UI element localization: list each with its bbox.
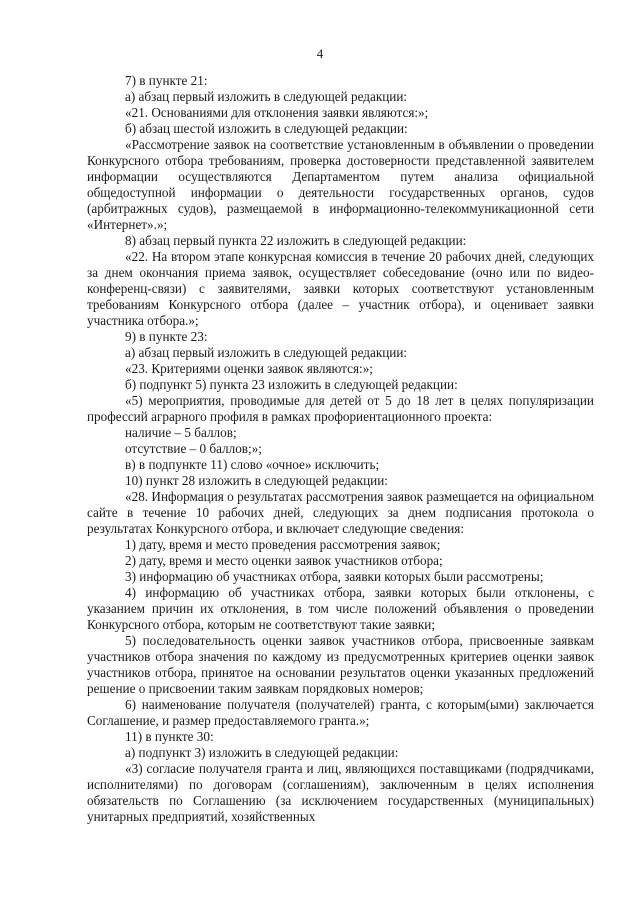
paragraph-7a: а) абзац первый изложить в следующей редакции: [125,89,408,104]
paragraph-23-text: «23. Критериями оценки заявок являются:»; [125,361,373,376]
paragraph-absence: отсутствие – 0 баллов;»; [125,441,262,456]
list-item-6: 6) наименование получателя (получателей) гранта, с которым(ыми) заключается Соглашение, и размер предоставляемого гранта.»; [87,697,594,728]
paragraph-8: 8) абзац первый пункта 22 изложить в следующей редакции: [125,233,467,248]
paragraph-5-events: «5) мероприятия, проводимые для детей от 5 до 18 лет в целях популяризации профессий аграрного профиля в рамках профориентационного проекта: [87,393,594,424]
list-item-3: 3) информацию об участниках отбора, заявки которых были рассмотрены; [125,569,544,584]
paragraph-11a: а) подпункт 3) изложить в следующей редакции: [125,745,399,760]
list-item-4: 4) информацию об участниках отбора, заявки которых были отклонены, с указанием причин их отклонения, в том числе положений объявления о проведении Конкурсного отбора, которым не соответствуют такие заявки; [87,585,594,632]
document-body [87,73,594,825]
paragraph-9: 9) в пункте 23: [125,329,208,344]
paragraph-7: 7) в пункте 21: [125,73,208,88]
paragraph-7b: б) абзац шестой изложить в следующей редакции: [125,121,408,136]
paragraph-28-text: «28. Информация о результатах рассмотрения заявок размещается на официальном сайте в течение 10 рабочих дней, следующих за днем подписания протокола о результатах Конкурсного отбора, и включает следующие сведения: [87,489,594,536]
list-item-1: 1) дату, время и место проведения рассмотрения заявок; [125,537,441,552]
paragraph-9v: в) в подпункте 11) слово «очное» исключить; [125,457,380,472]
paragraph-9b: б) подпункт 5) пункта 23 изложить в следующей редакции: [125,377,458,392]
paragraph-3-consent: «3) согласие получателя гранта и лиц, являющихся поставщиками (подрядчиками, исполнителями) по договорам (соглашениям), заключенным в целях исполнения обязательств по Соглашению (за исключением государственных (муниципальных) унитарных предприятий, хозяйственных [87,761,594,824]
paragraph-presence: наличие – 5 баллов; [125,425,237,440]
paragraph-11: 11) в пункте 30: [125,729,214,744]
paragraph-21-text: «21. Основаниями для отклонения заявки являются:»; [125,105,429,120]
list-item-5: 5) последовательность оценки заявок участников отбора, присвоенные заявкам участников отбора значения по каждому из предусмотренных критериев оценки заявок участников отбора, принятое на основании результатов оценки указанных предложений решение о присвоении таким заявкам порядковых номеров; [87,633,594,696]
page-number: 4 [316,46,324,61]
list-item-2: 2) дату, время и место оценки заявок участников отбора; [125,553,443,568]
paragraph-10: 10) пункт 28 изложить в следующей редакции: [125,473,388,488]
paragraph-9a: а) абзац первый изложить в следующей редакции: [125,345,408,360]
paragraph-22-text: «22. На втором этапе конкурсная комиссия в течение 20 рабочих дней, следующих за днем окончания приема заявок, осуществляет собеседование (очно или по видео-конференц-связи) с заявителями, заявки которых соответствуют установленным требованиям Конкурсного отбора (далее – участник отбора), и оценивает заявки участника отбора.»; [87,249,594,328]
paragraph-review-text: «Рассмотрение заявок на соответствие установленным в объявлении о проведении Конкурсного отбора требованиям, проверка достоверности представленной заявителем информации осуществляются Департаментом путем анализа официальной общедоступной информации о деятельности государственных органов, судов (арбитражных судов), размещаемой в информационно-телекоммуникационной сети «Интернет».»; [87,137,594,232]
